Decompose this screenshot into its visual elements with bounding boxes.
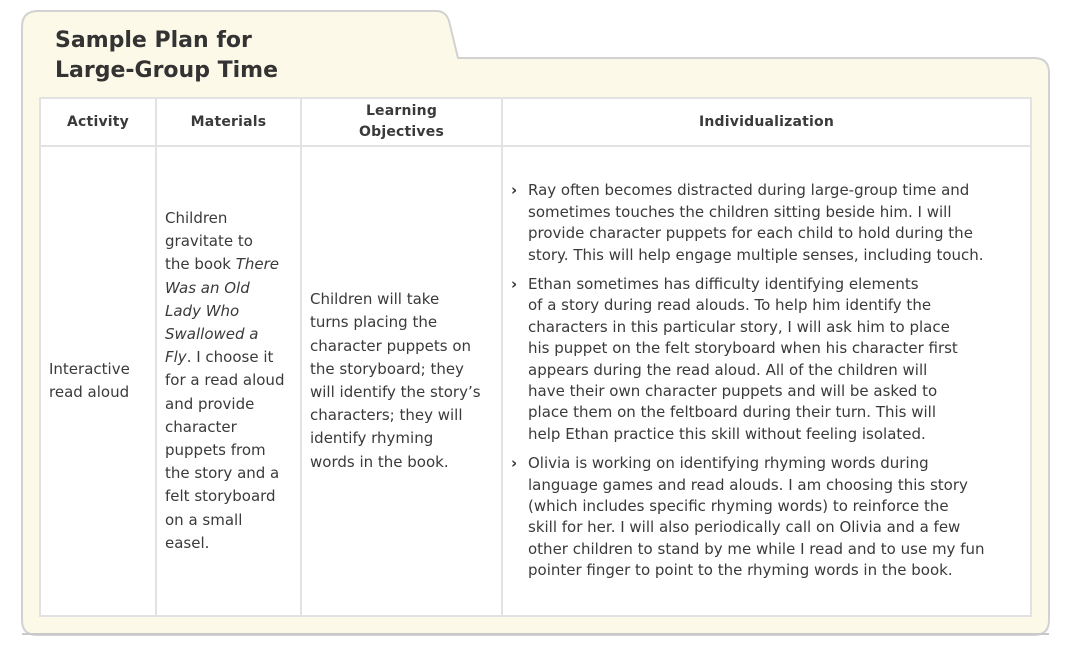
chevron-right-icon: › xyxy=(511,454,518,473)
header-activity-label: Activity xyxy=(67,113,129,130)
list-item-line: have their own character puppets and will be asked to xyxy=(528,382,938,400)
objectives-line: identify rhyming xyxy=(310,429,434,448)
list-item-line: skill for her. I will also periodically call on Olivia and a few xyxy=(528,518,961,537)
list-item xyxy=(511,274,1024,445)
list-item xyxy=(511,453,1024,581)
list-item-line: language games and read alouds. I am choosing this story xyxy=(528,475,968,494)
materials-line: easel. xyxy=(165,533,210,552)
list-item-line: help Ethan practice this skill without feeling isolated. xyxy=(528,424,926,443)
header-learning-objectives xyxy=(301,98,502,146)
list-item-line: provide character puppets for each child to hold during the xyxy=(528,224,973,243)
objectives-line: the storyboard; they xyxy=(310,359,464,378)
list-item-line: sometimes touches the children sitting beside him. I will xyxy=(528,202,952,221)
activity-line: Interactive xyxy=(49,359,130,378)
materials-cell xyxy=(156,146,301,616)
book-title-start: There xyxy=(235,255,280,274)
title-line-1: Sample Plan for xyxy=(55,28,252,53)
materials-line: the story and a xyxy=(165,464,280,483)
header-row xyxy=(40,98,1031,146)
header-individualization xyxy=(502,98,1031,146)
chevron-right-icon: › xyxy=(511,181,518,200)
header-individualization-label: Individualization xyxy=(698,113,835,130)
book-title-end: Fly xyxy=(165,348,187,367)
activity-cell xyxy=(40,146,156,616)
individualization-list xyxy=(511,180,1024,581)
page-title xyxy=(55,26,278,86)
materials-line: and provide xyxy=(165,394,255,413)
list-item-line: appears during the read aloud. All of the children will xyxy=(528,360,928,379)
objectives-line: turns placing the xyxy=(310,313,438,332)
materials-text: the book xyxy=(165,255,236,274)
materials-line: puppets from xyxy=(165,441,266,459)
objectives-cell xyxy=(301,146,502,616)
title-line-2: Large-Group Time xyxy=(55,58,278,83)
materials-line: felt storyboard xyxy=(165,487,276,506)
list-item-line: place them on the feltboard during their turn. This will xyxy=(528,403,937,422)
book-title-line: Was an Old xyxy=(165,278,250,297)
materials-line: Children xyxy=(165,208,228,227)
list-item-line: Ethan sometimes has difficulty identifying elements xyxy=(528,274,919,293)
list-item xyxy=(511,180,1024,266)
book-title-line: Lady Who xyxy=(165,301,240,320)
objectives-line: will identify the story’s xyxy=(310,383,481,401)
activity-line: read aloud xyxy=(49,383,130,401)
individualization-cell xyxy=(502,146,1031,616)
list-item-line: Ray often becomes distracted during large-group time and xyxy=(528,181,970,200)
materials-line: gravitate to xyxy=(165,232,253,251)
list-item-line: other children to stand by me while I read and to use my fun xyxy=(528,539,985,558)
materials-line: character xyxy=(165,417,237,436)
objectives-line: characters; they will xyxy=(310,406,463,425)
list-item-line: his puppet on the felt storyboard when his character first xyxy=(528,339,958,358)
list-item-line: characters in this particular story, I will ask him to place xyxy=(528,317,950,336)
header-materials-label: Materials xyxy=(190,113,267,130)
materials-line xyxy=(165,253,294,276)
list-item-line: of a story during read alouds. To help him identify the xyxy=(528,296,932,315)
sample-plan-table xyxy=(39,97,1032,617)
materials-line: on a small xyxy=(165,510,243,529)
objectives-line: character puppets on xyxy=(310,336,472,355)
list-item-line: pointer finger to point to the rhyming words in the book. xyxy=(528,561,953,580)
table-row xyxy=(40,146,1031,616)
book-title-line: Swallowed a xyxy=(165,324,259,343)
materials-line xyxy=(165,346,294,369)
materials-text: . I choose it xyxy=(186,348,274,367)
header-objectives-line-2: Objectives xyxy=(359,124,444,140)
header-materials xyxy=(156,98,301,146)
list-item-line: Olivia is working on identifying rhyming words during xyxy=(528,454,929,473)
materials-line: for a read aloud xyxy=(165,371,285,390)
header-objectives-line-1: Learning xyxy=(365,103,438,119)
header-activity xyxy=(40,98,156,146)
objectives-line: words in the book. xyxy=(310,452,449,471)
objectives-line: Children will take xyxy=(310,290,440,309)
list-item-line: (which includes specific rhyming words) to reinforce the xyxy=(528,497,949,516)
chevron-right-icon: › xyxy=(511,274,518,293)
list-item-line: story. This will help engage multiple senses, including touch. xyxy=(528,245,984,264)
